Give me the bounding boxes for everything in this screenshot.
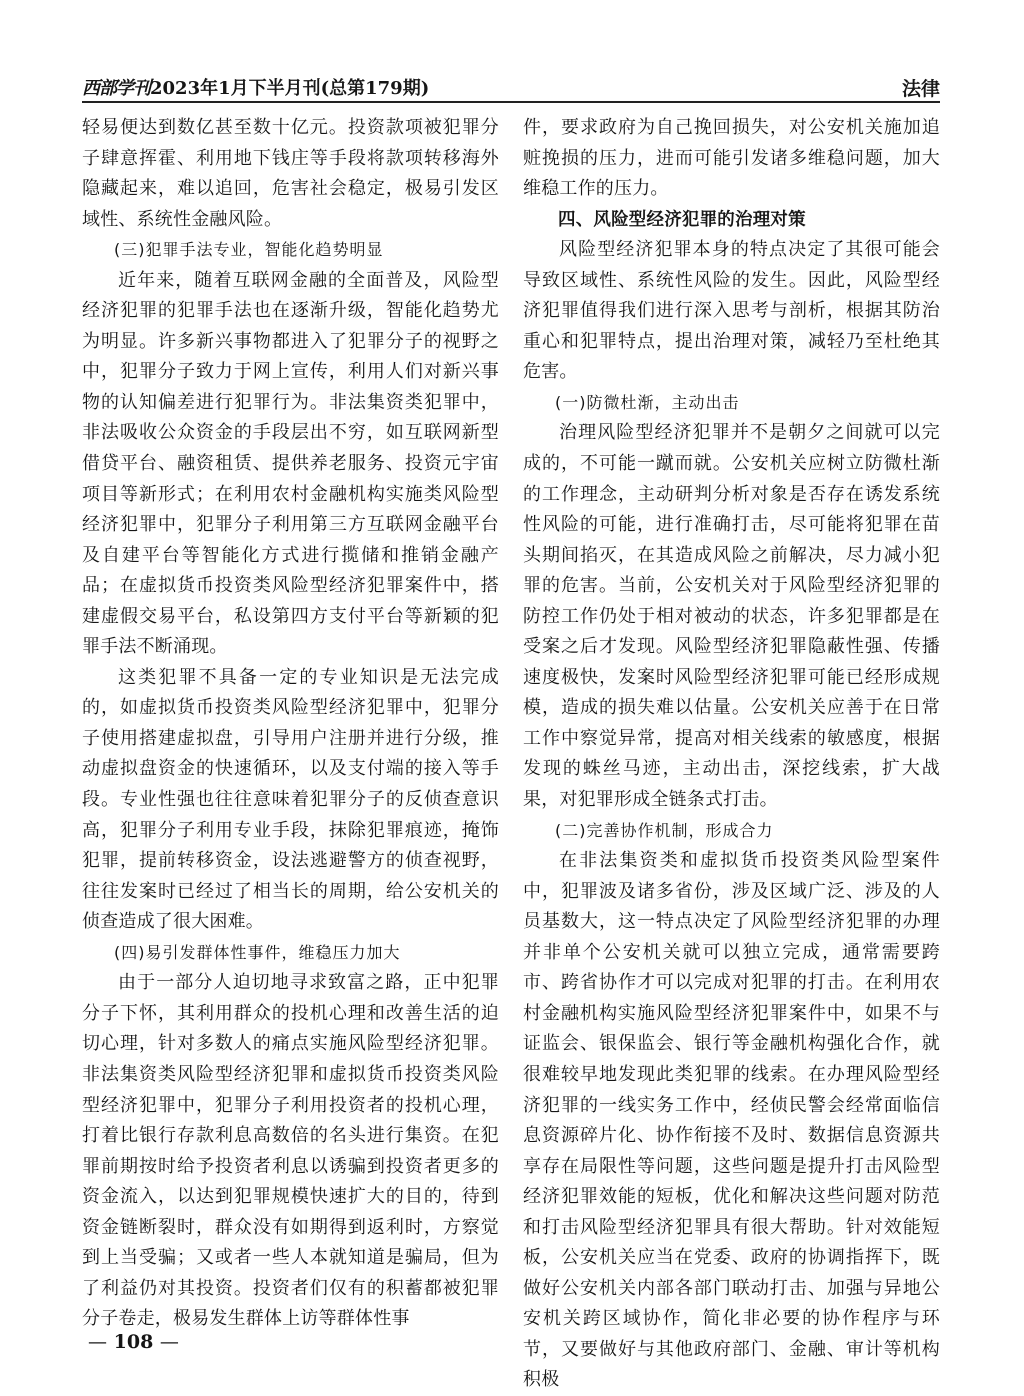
page-number: 108 — [113, 1331, 154, 1353]
header-rule — [82, 101, 940, 103]
page-folio — [88, 1331, 179, 1353]
left-column — [82, 113, 499, 1335]
body-paragraph: 治理风险型经济犯罪并不是朝夕之间就可以完成的，不可能一蹴而就。公安机关应树立防微杜渐的工作理念，主动研判分析对象是否存在诱发系统性风险的可能，进行准确打击，尽可能将犯罪在苗头期间掐灭，在其造成风险之前解决，尽力减小犯罪的危害。当前，公安机关对于风险型经济犯罪的防控工作仍处于相对被动的状态，许多犯罪都是在受案之后才发现。风险型经济犯罪隐蔽性强、传播速度极快，发案时风险型经济犯罪可能已经形成规模，造成的损失难以估量。公安机关应善于在日常工作中察觉异常，提高对相关线索的敏感度，根据发现的蛛丝马迹，主动出击，深挖线索，扩大战果，对犯罪形成全链条式打击。 — [523, 422, 940, 811]
body-paragraph: 由于一部分人迫切地寻求致富之路，正中犯罪分子下怀，其利用群众的投机心理和改善生活的迫切心理，针对多数人的痛点实施风险型经济犯罪。非法集资类风险型经济犯罪和虚拟货币投资类风险型经济犯罪中，犯罪分子利用投资者的投机心理，打着比银行存款利息高数倍的名头进行集资。在犯罪前期按时给予投资者利息以诱骗到投资者更多的资金流入，以达到犯罪规模快速扩大的目的，待到资金链断裂时，群众没有如期得到返利时，方察觉到上当受骗；又或者一些人本就知道是骗局，但为了利益仍对其投资。投资者们仅有的积蓄都被犯罪分子卷走，极易发生群体上访等群体性事 — [82, 972, 499, 1330]
body-paragraph: 轻易便达到数亿甚至数十亿元。投资款项被犯罪分子肆意挥霍、利用地下钱庄等手段将款项转移海外隐藏起来，难以追回，危害社会稳定，极易引发区域性、系统性金融风险。 — [82, 117, 499, 230]
folio-dash-right: — — [159, 1331, 179, 1353]
subsection-heading: (四)易引发群体性事件，维稳压力加大 — [114, 942, 401, 962]
body-paragraph: 在非法集资类和虚拟货币投资类风险型案件中，犯罪波及诸多省份，涉及区域广泛、涉及的人员基数大，这一特点决定了风险型经济犯罪的办理并非单个公安机关就可以独立完成，通常需要跨市、跨省协作才可以完成对犯罪的打击。在利用农村金融机构实施风险型经济犯罪案件中，如果不与证监会、银保监会、银行等金融机构强化合作，就很难较早地发现此类犯罪的线索。在办理风险型经济犯罪的一线实务工作中，经侦民警会经常面临信息资源碎片化、协作衔接不及时、数据信息资源共享存在局限性等问题，这些问题是提升打击风险型经济犯罪效能的短板，优化和解决这些问题对防范和打击风险型经济犯罪具有很大帮助。针对效能短板，公安机关应当在党委、政府的协调指挥下，既做好公安机关内部各部门联动打击、加强与异地公安机关跨区域协作，简化非必要的协作程序与环节，又要做好与其他政府部门、金融、审计等机构积极 — [523, 850, 940, 1391]
subsection-heading: (一)防微杜渐，主动出击 — [555, 392, 740, 412]
body-paragraph: 风险型经济犯罪本身的特点决定了其很可能会导致区域性、系统性风险的发生。因此，风险型经济犯罪值得我们进行深入思考与剖析，根据其防治重心和犯罪特点，提出治理对策，减轻乃至杜绝其危害。 — [523, 239, 940, 383]
section-heading: 四、风险型经济犯罪的治理对策 — [558, 209, 806, 230]
journal-logo: 西部学刊 — [82, 78, 150, 99]
body-paragraph: 近年来，随着互联网金融的全面普及，风险型经济犯罪的犯罪手法也在逐渐升级，智能化趋势尤为明显。许多新兴事物都进入了犯罪分子的视野之中，犯罪分子致力于网上宣传，利用人们对新兴事物的认知偏差进行犯罪行为。非法集资类犯罪中，非法吸收公众资金的手段层出不穷，如互联网新型借贷平台、融资租赁、提供养老服务、投资元宇宙项目等新形式；在利用农村金融机构实施类风险型经济犯罪中，犯罪分子利用第三方互联网金融平台及自建平台等智能化方式进行揽储和推销金融产品；在虚拟货币投资类风险型经济犯罪案件中，搭建虚假交易平台，私设第四方支付平台等新颖的犯罪手法不断涌现。 — [82, 269, 499, 658]
body-paragraph: 这类犯罪不具备一定的专业知识是无法完成的，如虚拟货币投资类风险型经济犯罪中，犯罪分子使用搭建虚拟盘，引导用户注册并进行分级，推动虚拟盘资金的快速循环，以及支付端的接入等手段。专业性强也往往意味着犯罪分子的反侦查意识高，犯罪分子利用专业手段，抹除犯罪痕迹，掩饰犯罪，提前转移资金，设法逃避警方的侦查视野，往往发案时已经过了相当长的周期，给公安机关的侦查造成了很大困难。 — [82, 666, 499, 933]
folio-dash-left: — — [88, 1331, 107, 1353]
subsection-heading: (三)犯罪手法专业，智能化趋势明显 — [114, 240, 384, 260]
subsection-heading: (二)完善协作机制，形成合力 — [555, 820, 774, 840]
body-paragraph: 件，要求政府为自己挽回损失，对公安机关施加追赃挽损的压力，进而可能引发诸多维稳问题，加大维稳工作的压力。 — [523, 117, 940, 200]
section-label: 法律 — [901, 78, 940, 100]
issue-info: 2023年1月下半月刊(总第179期) — [150, 78, 430, 99]
running-header — [82, 72, 940, 102]
right-column — [523, 113, 940, 1396]
journal-title — [82, 74, 429, 100]
